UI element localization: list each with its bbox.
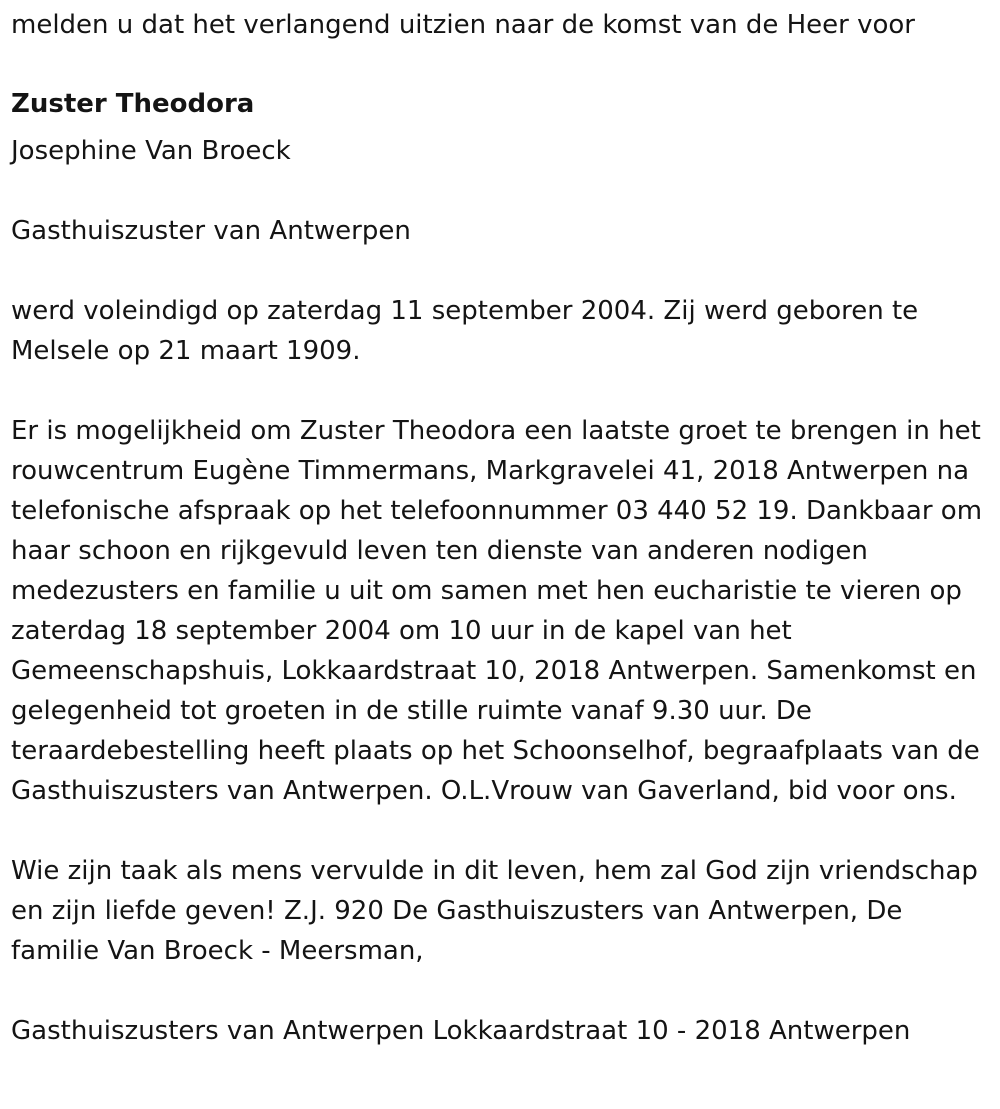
intro-line: melden u dat het verlangend uitzien naar de komst van de Heer voor bbox=[11, 10, 915, 40]
congregation: Gasthuiszuster van Antwerpen bbox=[11, 216, 411, 246]
address-line: Gasthuiszusters van Antwerpen Lokkaardstraat 10 - 2018 Antwerpen bbox=[11, 1016, 911, 1046]
death-notice-paragraph: werd voleindigd op zaterdag 11 september 2004. Zij werd geboren te Melsele op 21 maart 1909. bbox=[11, 296, 919, 366]
religious-name: Zuster Theodora bbox=[11, 89, 255, 119]
closing-paragraph: Wie zijn taak als mens vervulde in dit leven, hem zal God zijn vriendschap en zijn liefde geven! Z.J. 920 De Gasthuiszusters van Antwerpen, De familie Van Broeck - Meersman, bbox=[11, 856, 978, 966]
civil-name: Josephine Van Broeck bbox=[11, 136, 291, 166]
arrangements-paragraph: Er is mogelijkheid om Zuster Theodora een laatste groet te brengen in het rouwcentrum Eugène Timmermans, Markgravelei 41, 2018 Antwerpen na telefonische afspraak op het telefoonnummer 03 440 52 19. Dankbaar om haar schoon en rijkgevuld leven ten dienste van anderen nodigen medezusters en familie u uit om samen met hen eucharistie te vieren op zaterdag 18 september 2004 om 10 uur in de kapel van het Gemeenschapshuis, Lokkaardstraat 10, 2018 Antwerpen. Samenkomst en gelegenheid tot groeten in de stille ruimte vanaf 9.30 uur. De teraardebestelling heeft plaats op het Schoonselhof, begraafplaats van de Gasthuiszusters van Antwerpen. O.L.Vrouw van Gaverland, bid voor ons. bbox=[11, 416, 983, 806]
obituary-text bbox=[11, 0, 991, 1051]
